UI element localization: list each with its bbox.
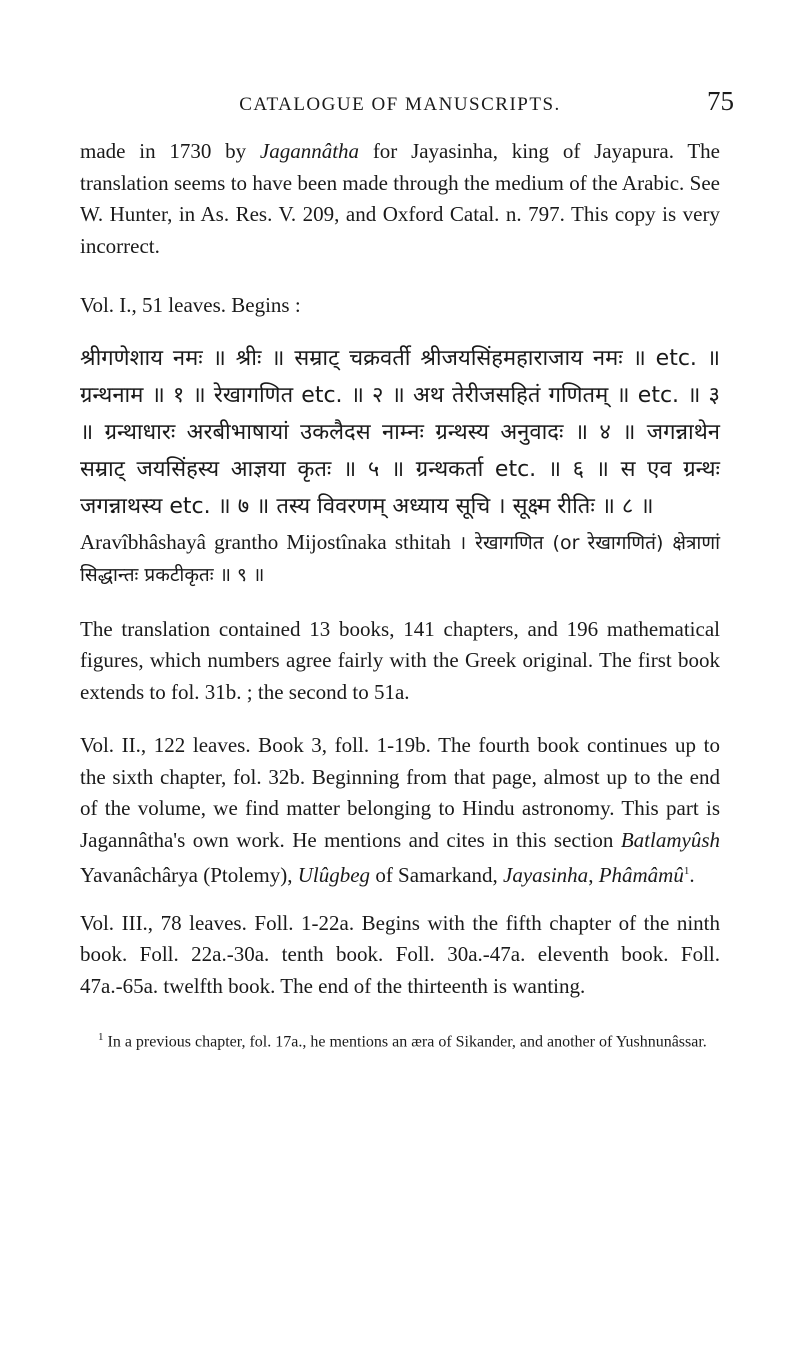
vol2-text-3: of Samarkand,	[370, 863, 504, 887]
footnote-marker: 1	[98, 1031, 104, 1043]
catalogue-page	[80, 86, 734, 1053]
translation-paragraph: The translation contained 13 books, 141 chapters, and 196 mathematical figures, which numbers agree fairly with the Greek original. The first book extends to fol. 31b. ; the second to 51a.	[80, 616, 720, 704]
sanskrit-tail-2: रेखागणितं) क्षेत्राणां सिद्धान्तः प्रकटीकृतः ॥ ९ ॥	[80, 531, 721, 586]
vol3-paragraph: Vol. III., 78 leaves. Foll. 1-22a. Begins with the fifth chapter of the ninth book. Foll. 22a.-30a. tenth book. Foll. 30a.-47a. eleventh book. Foll. 47a.-65a. twelfth book. The end of the thirteenth is wanting.	[80, 910, 720, 998]
page-number: 75	[707, 86, 734, 116]
sanskrit-passage	[80, 340, 720, 525]
running-head: CATALOGUE OF MANUSCRIPTS.	[239, 94, 561, 115]
cited-name-2: Ulûgbeg	[297, 863, 371, 887]
sanskrit-line: ग्रन्थनाम ॥ १ ॥ रेखागणित etc. ॥ २ ॥ अथ तेरीजसहितं गणितम् ॥ etc. ॥ ३ ॥	[80, 382, 720, 445]
intro-paragraph	[80, 136, 720, 262]
intro-text-1: made in 1730 by	[80, 139, 260, 163]
cited-name-1: Batlamyûsh	[620, 827, 720, 852]
vol2-text-5: .	[689, 863, 695, 887]
vol2-text-4: ,	[588, 863, 599, 887]
sanskrit-line: स एव ग्रन्थः जगन्नाथस्य etc. ॥ ७ ॥ तस्य विवरणम्	[80, 456, 720, 519]
cited-name-4: Phâmâmû	[598, 863, 684, 887]
transliteration-text: Aravîbhâshayâ grantho Mijostînaka sthitah	[80, 529, 451, 554]
author-name: Jagannâtha	[259, 139, 360, 163]
vol1-heading: Vol. I., 51 leaves. Begins :	[80, 293, 301, 317]
sanskrit-line: अध्याय सूचि । सूक्ष्म रीतिः ॥ ८ ॥	[392, 493, 654, 519]
transliteration-line	[80, 527, 720, 592]
page-header	[80, 86, 734, 126]
sanskrit-tail-1: । रेखागणित (or	[459, 531, 580, 554]
sanskrit-line: श्रीगणेशाय नमः ॥ श्रीः ॥ सम्राट् चक्रवर्ती श्रीजयसिंहमहाराजाय नमः ॥ etc. ॥	[80, 345, 721, 371]
footnote-ref: 1	[683, 865, 690, 877]
sanskrit-line: ग्रन्थाधारः अरबीभाषायां उकलैदस नाम्नः ग्रन्थस्य अनुवादः ॥ ४ ॥ जगन्नाथेन	[104, 419, 720, 445]
footnote-text: In a previous chapter, fol. 17a., he mentions an æra of Sikander, and another of Yushnunâssar.	[103, 1033, 707, 1051]
vol2-text-2: Yavanâchârya (Ptolemy),	[80, 863, 298, 887]
cited-name-3: Jayasinha	[503, 863, 589, 887]
footnote	[80, 1026, 720, 1053]
vol2-text-1: Vol. II., 122 leaves. Book 3, foll. 1-19b. The fourth book continues up to the sixth chapter, fol. 32b. Beginning from that page, almost up to the end of the volume, we find matter belonging to Hindu astronomy. This part is Jagannâtha's own work. He mentions and cites in this section	[80, 733, 720, 852]
intro-text-2: for Jayasinha, king of Jayapura. The translation seems to have been made through the medium of the Arabic. See W. Hunter, in As. Res. V. 209, and Oxford Catal. n. 797. This copy is very incorrect.	[80, 139, 721, 258]
vol2-paragraph	[80, 730, 720, 892]
sanskrit-line: सम्राट् जयसिंहस्य आज्ञया कृतः ॥ ५ ॥ ग्रन्थकर्ता etc. ॥ ६ ॥	[80, 456, 609, 482]
